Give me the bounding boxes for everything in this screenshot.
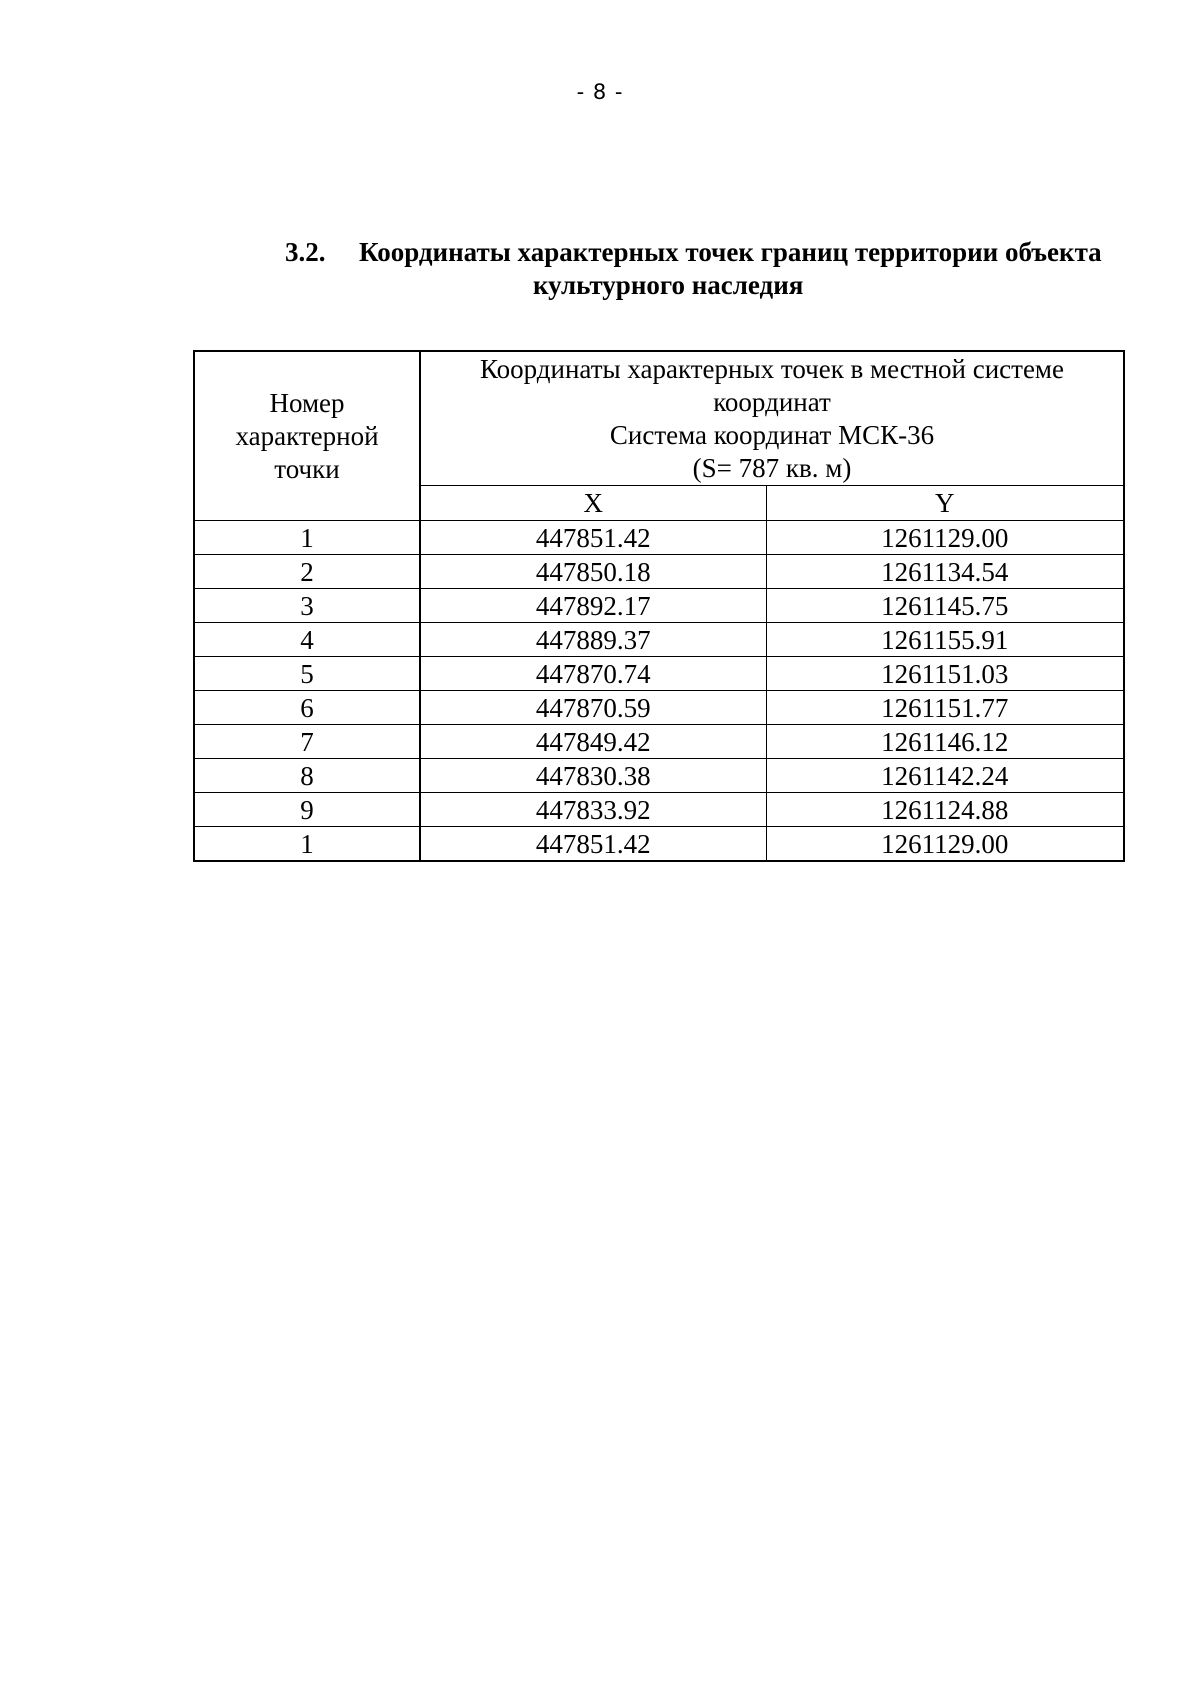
- x-cell: 447850.18: [420, 555, 766, 589]
- y-cell: 1261146.12: [766, 725, 1124, 759]
- point-cell: 8: [194, 759, 420, 793]
- point-cell: 7: [194, 725, 420, 759]
- point-number-header: [194, 351, 420, 521]
- y-cell: 1261155.91: [766, 623, 1124, 657]
- section-title-line2: культурного наследия: [533, 270, 804, 300]
- section-title-line1: Координаты характерных точек границ территории объекта: [359, 237, 1102, 267]
- y-cell: 1261129.00: [766, 827, 1124, 862]
- y-cell: 1261151.77: [766, 691, 1124, 725]
- point-header-line1: Номер: [269, 387, 345, 418]
- x-cell: 447849.42: [420, 725, 766, 759]
- x-cell: 447851.42: [420, 521, 766, 555]
- coord-header-line2: координат: [713, 386, 831, 417]
- section-number: 3.2.: [285, 237, 326, 267]
- y-cell: 1261151.03: [766, 657, 1124, 691]
- coord-header-line1: Координаты характерных точек в местной системе: [479, 353, 1065, 384]
- point-cell: 2: [194, 555, 420, 589]
- table-row: [194, 725, 1124, 759]
- point-cell: 6: [194, 691, 420, 725]
- table-row: [194, 521, 1124, 555]
- point-cell: 1: [194, 827, 420, 862]
- x-cell: 447892.17: [420, 589, 766, 623]
- y-column-header: Y: [766, 486, 1124, 521]
- page-number: - 8 -: [576, 80, 624, 104]
- table-row: [194, 793, 1124, 827]
- coordinates-group-header: [420, 351, 1124, 486]
- table-header-row: [194, 351, 1124, 486]
- coord-header-line4: (S= 787 кв. м): [692, 452, 852, 483]
- y-cell: 1261129.00: [766, 521, 1124, 555]
- y-cell: 1261145.75: [766, 589, 1124, 623]
- table-row: [194, 657, 1124, 691]
- point-cell: 4: [194, 623, 420, 657]
- y-cell: 1261134.54: [766, 555, 1124, 589]
- x-cell: 447889.37: [420, 623, 766, 657]
- point-cell: 9: [194, 793, 420, 827]
- table-row: [194, 623, 1124, 657]
- coord-header-line3: Система координат МСК-36: [609, 419, 935, 450]
- section-heading-line1: [285, 236, 1145, 269]
- x-cell: 447870.74: [420, 657, 766, 691]
- y-cell: 1261142.24: [766, 759, 1124, 793]
- x-cell: 447870.59: [420, 691, 766, 725]
- x-cell: 447830.38: [420, 759, 766, 793]
- table-row: [194, 589, 1124, 623]
- y-cell: 1261124.88: [766, 793, 1124, 827]
- point-cell: 5: [194, 657, 420, 691]
- coordinates-table: [193, 350, 1125, 862]
- point-cell: 3: [194, 589, 420, 623]
- table-row: [194, 759, 1124, 793]
- x-cell: 447851.42: [420, 827, 766, 862]
- point-header-line2: характерной: [235, 420, 379, 451]
- table-row: [194, 827, 1124, 862]
- table-row: [194, 555, 1124, 589]
- table-row: [194, 691, 1124, 725]
- x-column-header: X: [420, 486, 766, 521]
- point-cell: 1: [194, 521, 420, 555]
- section-heading: [285, 236, 1145, 302]
- x-cell: 447833.92: [420, 793, 766, 827]
- point-header-line3: точки: [274, 453, 340, 484]
